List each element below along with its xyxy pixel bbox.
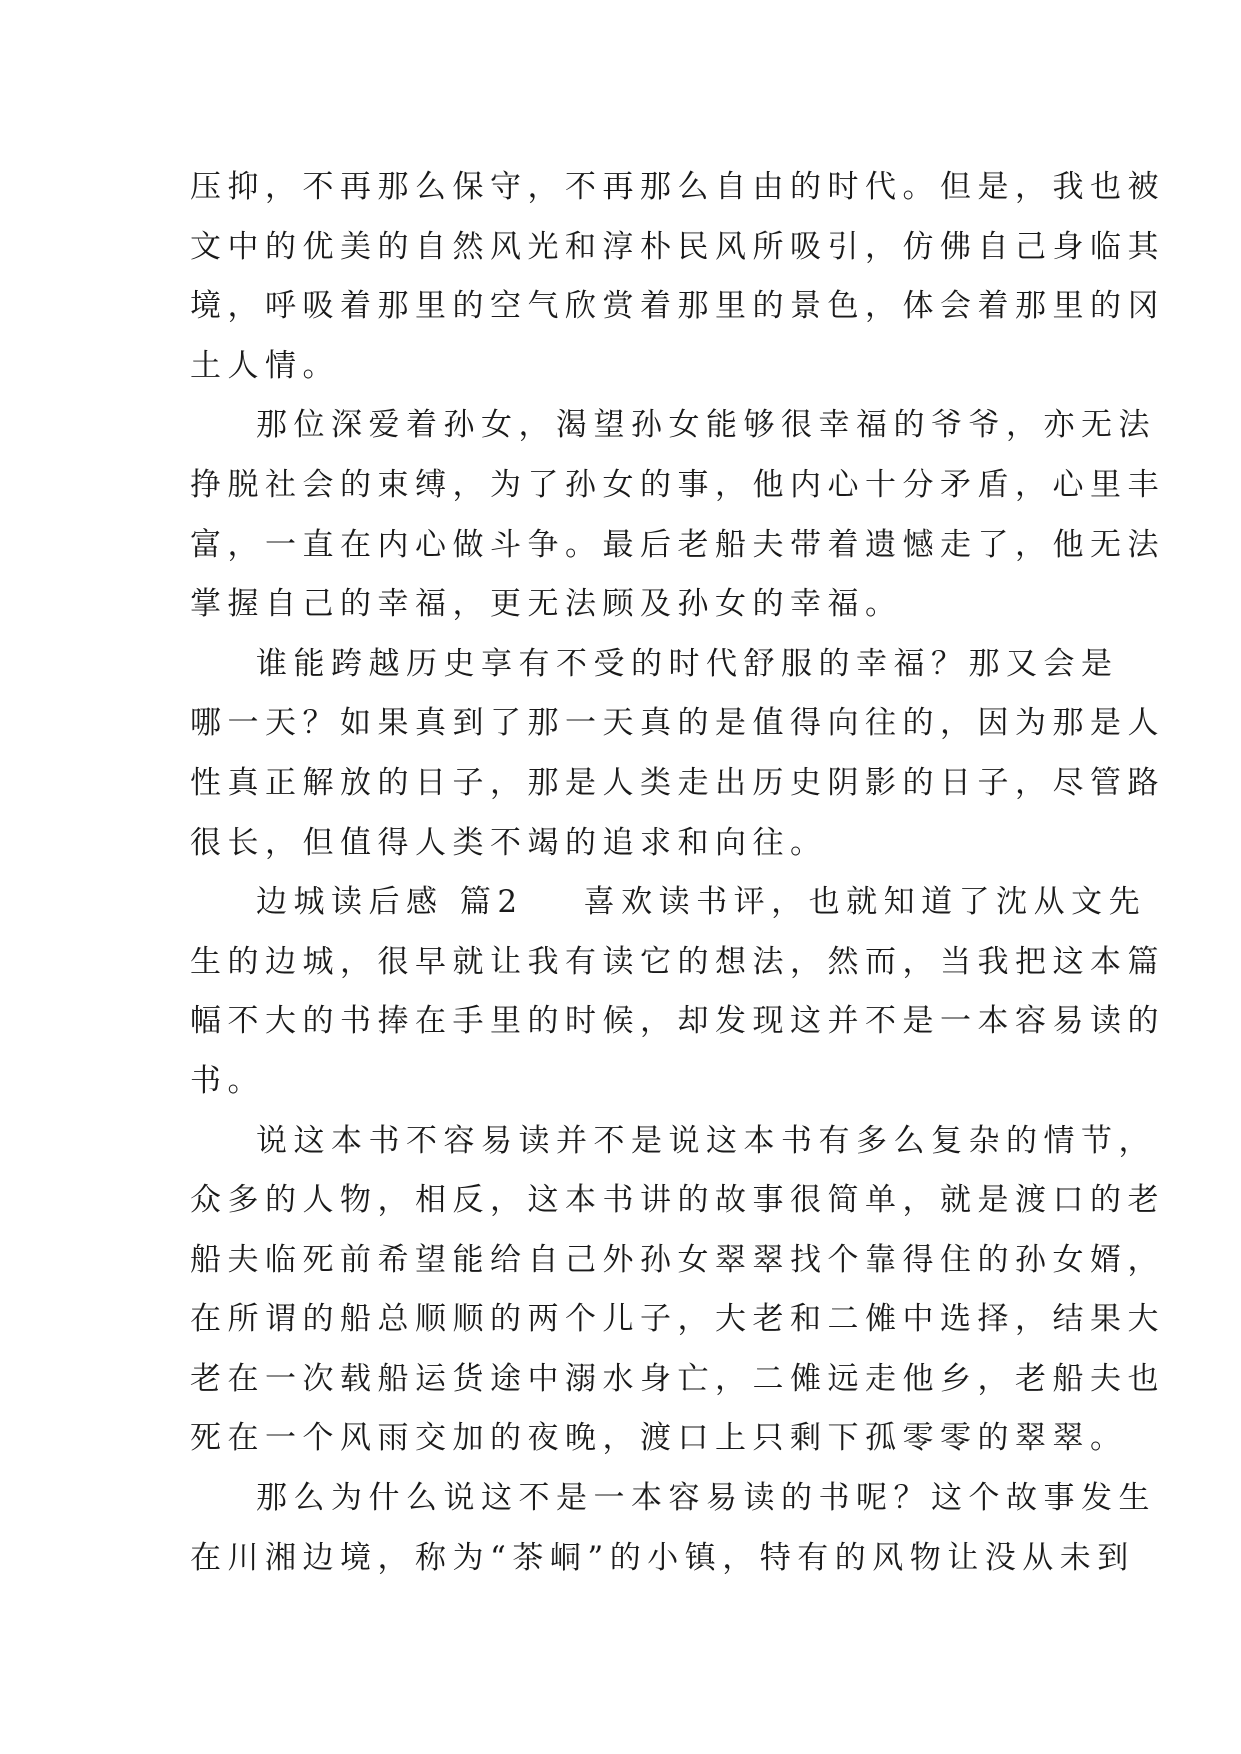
text-line: 幅不大的书捧在手里的时候，却发现这并不是一本容易读的 <box>190 1003 1165 1040</box>
text-line: 富，一直在内心做斗争。最后老船夫带着遗憾走了，他无法 <box>190 526 1165 563</box>
text-line: 压抑，不再那么保守，不再那么自由的时代。但是，我也被 <box>190 169 1165 205</box>
text-line: 性真正解放的日子，那是人类走出历史阴影的日子，尽管路 <box>190 764 1165 801</box>
text-line: 谁能跨越历史享有不受的时代舒服的幸福？那又会是 <box>256 645 1119 682</box>
text-line: 掌握自己的幸福，更无法顾及孙女的幸福。 <box>190 586 903 623</box>
text-line: 众多的人物，相反，这本书讲的故事很简单，就是渡口的老 <box>190 1182 1165 1219</box>
text-line: 书。 <box>190 1062 265 1099</box>
paragraph <box>190 1469 1156 1588</box>
text-line: 土人情。 <box>190 347 340 384</box>
text-line: 在川湘边境，称为“茶峒”的小镇，特有的风物让没从未到 <box>190 1539 1135 1576</box>
paragraph <box>190 1112 1165 1470</box>
text-line: 文中的优美的自然风光和淳朴民风所吸引，仿佛自己身临其 <box>190 228 1165 265</box>
text-line <box>190 873 1147 933</box>
text-line: 挣脱社会的束缚，为了孙女的事，他内心十分矛盾，心里丰 <box>190 466 1165 503</box>
text-line: 在所谓的船总顺顺的两个儿子，大老和二傩中选择，结果大 <box>190 1301 1165 1338</box>
document-body <box>190 158 1165 1588</box>
text-line: 船夫临死前希望能给自己外孙女翠翠找个靠得住的孙女婿， <box>190 1241 1165 1278</box>
paragraph <box>190 396 1165 634</box>
paragraph <box>190 635 1165 873</box>
text-line: 老在一次载船运货途中溺水身亡，二傩远走他乡，老船夫也 <box>190 1360 1165 1397</box>
text-line: 死在一个风雨交加的夜晚，渡口上只剩下孤零零的翠翠。 <box>190 1420 1128 1457</box>
text-line: 境，呼吸着那里的空气欣赏着那里的景色，体会着那里的冈 <box>190 288 1165 325</box>
text-line: 哪一天？如果真到了那一天真的是值得向往的，因为那是人 <box>190 705 1165 742</box>
text-line: 很长，但值得人类不竭的追求和向往。 <box>190 824 828 861</box>
text-line: 说这本书不容易读并不是说这本书有多么复杂的情节， <box>256 1122 1156 1159</box>
text-run: 喜欢读书评，也就知道了沈从文先 <box>583 884 1147 921</box>
paragraph <box>190 873 1165 1111</box>
text-line: 那么为什么说这不是一本容易读的书呢？这个故事发生 <box>256 1480 1156 1517</box>
section-heading: 边城读后感 篇2 <box>256 884 524 921</box>
text-line: 那位深爱着孙女，渴望孙女能够很幸福的爷爷，亦无法 <box>256 407 1156 444</box>
paragraph <box>190 158 1165 396</box>
text-line: 生的边城，很早就让我有读它的想法，然而，当我把这本篇 <box>190 943 1165 980</box>
